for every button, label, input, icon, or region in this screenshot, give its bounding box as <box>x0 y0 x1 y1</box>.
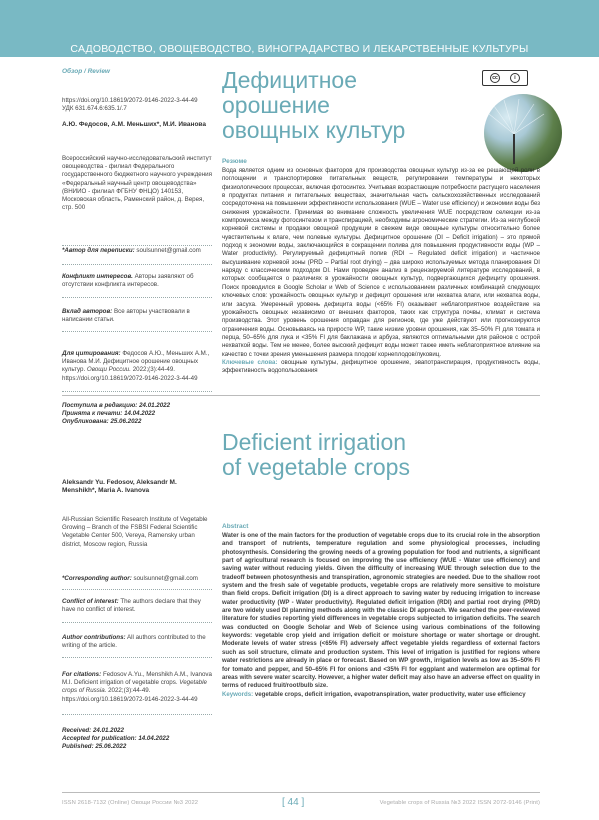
divider <box>62 245 212 246</box>
published-date-en: Published: 25.06.2022 <box>62 743 127 750</box>
divider <box>62 297 212 298</box>
citation-ru: Для цитирования: Федосов А.Ю., Меньших А.М., Иванова М.И. Дефицитное орошение овощных культур. Овощи России. 2022;(3):44-49. https://doi.org/10.18619/2072-9146-2022-3-44-49 <box>62 350 210 382</box>
authors-ru: А.Ю. Федосов, А.М. Меньших*, М.И. Иванова <box>62 121 206 128</box>
correspondence-ru: *Автор для переписки: soulsunnet@gmail.com <box>62 247 201 254</box>
published-date-ru: Опубликована: 25.06.2022 <box>62 418 142 425</box>
affiliation-ru: Всероссийский научно-исследовательский институт овощеводства - филиал Федерального государственного бюджетного научного учреждения «Федеральный научный центр овощеводства» (ВНИИО - филиал ФГБНУ ФНЦО) 140153, Московская область, Раменский район, д. Верея, стр. 500 <box>62 155 212 212</box>
page-footer <box>62 797 540 809</box>
footer-issn-print: Vegetable crops of Russia №3 2022 ISSN 2072-9146 (Print) <box>379 800 540 806</box>
abstract-ru <box>222 158 540 376</box>
article-type-tag: Обзор / Review <box>62 68 110 75</box>
abstract-heading-ru: Резюме <box>222 158 247 165</box>
cc-icon: cc <box>490 73 500 83</box>
received-date-en: Received: 24.01.2022 <box>62 727 124 734</box>
accepted-date-en: Accepted for publication: 14.04.2022 <box>62 735 170 742</box>
divider <box>62 589 212 590</box>
email-link[interactable]: soulsunnet@gmail.com <box>136 247 201 254</box>
article-title-en: Deficient irrigation of vegetable crops <box>222 429 410 480</box>
cc-by-icon[interactable] <box>482 70 528 86</box>
footer-issn-online: ISSN 2618-7132 (Online) Овощи России №3 2022 <box>62 800 199 806</box>
section-title: САДОВОДСТВО, ОВОЩЕВОДСТВО, ВИНОГРАДАРСТВО И ЛЕКАРСТВЕННЫЕ КУЛЬТУРЫ <box>70 43 529 55</box>
divider <box>62 331 212 332</box>
doi-link[interactable]: https://doi.org/10.18619/2072-9146-2022-3-44-49 <box>62 97 198 104</box>
divider <box>62 264 212 265</box>
divider <box>62 391 212 392</box>
received-date-ru: Поступила в редакцию: 24.01.2022 <box>62 402 171 409</box>
divider <box>62 657 212 658</box>
page-number: [ 44 ] <box>282 797 305 808</box>
abstract-text-ru: Вода является одним из основных факторов для производства овощных культур из-за ее решающей роли в поглощении и транспортировке питательных веществ, регулировании температуры и некоторых физиологических процессах, включая фотосинтез. Учитывая возрастающие потребности растущего населения в продуктах питания и питательных веществах, значительная часть сельскохозяйственных исследований сосредоточена на повышении эффективности использования (WUE – Water use efficiency) и экономии воды без снижения урожайности. Принимая во внимание сложность увеличения WUE посредством селекции из-за компромисса между фотосинтезом и транспирацией, необходимы агрономические стратегии. Из-за неглубокой корневой системы и продажи овощной продукции в свежем виде овощные культуры относительно более чувствительны к влаге, чем полевые культуры. Дефицитное орошение (DI – Deficit irrigation) – это прямой подход к экономии воды, заключающийся в сокращении полива для повышения продуктивности воды (WP – Water productivity). Регулируемый дефицитный полив (RDI – Regulated deficit irrigation) и частичное высушивание корневой зоны (PRD – Partial root drying) – два широко используемых метода планирования DI наряду с классическим подходом DI. Нами проведен анализ в рецензируемой литературе исследований, в которых сообщается о различиях в урожайности овощных культур, подвергающихся дефициту орошения. Поиск проводился в Google Scholar и Web of Science с использованием различных комбинаций следующих ключевых слов: урожайность овощных культур и дефицит орошения или нехватка влаги, или нехватка воды, или засуха. Умеренный уровень дефицита воды (<65% FI) оказывает неблагоприятное воздействие на урожайность овощных независимо от внешних факторов, таких как структура почвы, климат и система производства. Этот уровень орошения оправдан для регионов, где уже действуют или прогнозируются ограничения воды. Основываясь на приросте WP, такие низкие уровни орошения, как 35–50% FI для томата и перца, 50–65% для лука и <35% FI для баклажана и арбуза, являются оптимальными для районов с острой нехваткой воды. Тем не менее, более высокий дефицит воды может также иметь неблагоприятное влияние на качество с точки зрения уменьшения размера плодов/ корнеплодов/луковиц. <box>222 167 541 358</box>
conflict-ru: Конфликт интересов. Авторы заявляют об отсутствии конфликта интересов. <box>62 273 194 289</box>
correspondence-en: *Corresponding author: soulsunnet@gmail.com <box>62 575 198 582</box>
journal-header-bar <box>0 0 599 57</box>
article-title-ru: Дефицитное орошение овощных культур <box>222 67 406 143</box>
divider <box>62 622 212 623</box>
keywords-en: Keywords: vegetable crops, deficit irrigation, evapotranspiration, water productivity, water use efficiency <box>222 690 526 698</box>
attribution-icon: i <box>510 73 520 83</box>
affiliation-en: All-Russian Scientific Research Institute of Vegetable Growing – Branch of the FSBSI Federal Scientific Vegetable Center 500, Vereya, Ramensky urban district, Moscow region, Russia <box>62 516 208 548</box>
authors-en: Aleksandr Yu. Fedosov, Aleksandr M. Menshikh*, Maria A. Ivanova <box>62 479 177 495</box>
footer-divider <box>62 792 540 793</box>
section-divider <box>62 395 540 396</box>
citation-en: For citations: Fedosov A.Yu., Menshikh A.M., Ivanova M.I. Deficient irrigation of vegetable crops. Vegetable crops of Russia. 2022;(3):44-49. https://doi.org/10.18619/2072-9146-2022-3-44-49 <box>62 671 212 703</box>
keywords-ru: Ключевые слова: овощные культуры, дефицитное орошение, эвапотранспирация, продуктивность воды, эффективность водопользования <box>222 358 541 375</box>
abstract-text-en: Water is one of the main factors for the production of vegetable crops due to its crucial role in the absorption and transport of nutrients, temperature regulation and some physiological processes, including photosynthesis. Considering the growing needs of a growing population for food and nutrients, a significant part of agricultural research is focused on improving the use efficiency (WUE - Water use efficiency) and saving water without reducing yields. Given the difficulty of increasing WUE through selection due to the tradeoff between photosynthesis and transpiration, agronomic strategies are needed. Due to the shallow root system and the fresh sale of vegetable products, vegetable crops are relatively more sensitive to moisture than field crops. Deficit irrigation (DI) is a direct approach to saving water by reducing irrigation to increase water productivity (WP - Water productivity). Regulated deficit irrigation (RDI) and partial root drying (PRD) are two widely used DI planning methods along with the classic DI approach. We searched the peer-reviewed literature for studies reporting yield differences in vegetable crops subjected to irrigation deficits. The search was conducted on Google Scholar and Web of Science using various combinations of the following keywords: vegetable crop yield and irrigation deficit or moisture shortage or water shortage or drought. Moderate levels of water stress (<65% FI) adversely affect vegetable yields regardless of external factors such as soil structure, climate and production system. This level of irrigation is justified for regions where water restrictions are already in place or forecast. Based on WP growth, irrigation levels as low as 35–50% FI for tomato and pepper, and 50–65% FI for onions and <35% FI for eggplant and watermelon are optimal for areas with severe water scarcity. However, a higher water deficit may also have an adverse effect on quality in terms of reduced fruit/root/bulb size. <box>222 532 540 690</box>
email-link[interactable]: soulsunnet@gmail.com <box>133 575 198 582</box>
abstract-heading-en: Abstract <box>222 523 249 530</box>
abstract-en <box>222 523 540 699</box>
udc-code: УДК 631.674.6:635.1/.7 <box>62 105 127 112</box>
divider <box>62 714 212 715</box>
accepted-date-ru: Принята к печати: 14.04.2022 <box>62 410 156 417</box>
contribution-en: Author contributions: All authors contributed to the writing of the article. <box>62 634 206 650</box>
conflict-en: Conflict of interest: The authors declare that they have no conflict of interest. <box>62 598 201 614</box>
contribution-ru: Вклад авторов: Все авторы участвовали в написании статьи. <box>62 308 190 324</box>
